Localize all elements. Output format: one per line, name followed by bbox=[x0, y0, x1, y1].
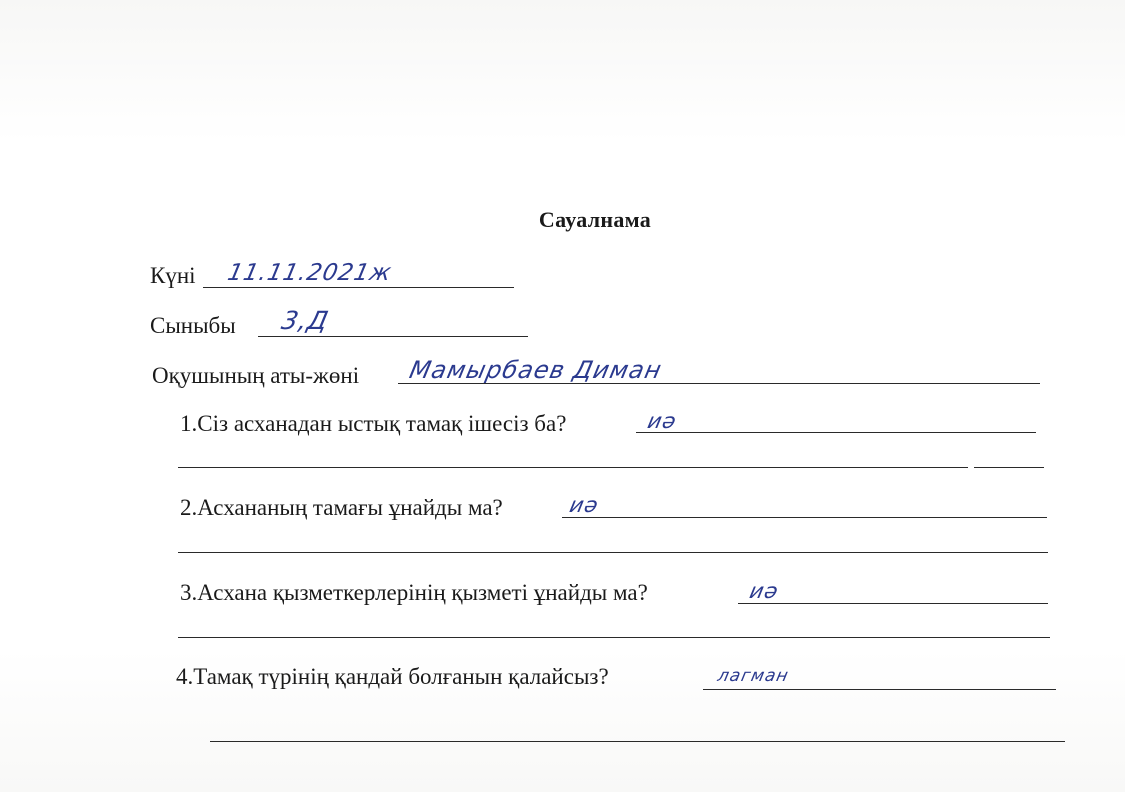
question-1-text: 1.Сіз асханадан ыстық тамақ ішесіз ба? bbox=[180, 411, 567, 436]
page-title: Сауалнама bbox=[538, 207, 652, 232]
question-1-extra-line bbox=[178, 467, 968, 468]
question-3-answer-line bbox=[738, 603, 1048, 604]
question-1-answer-line bbox=[636, 432, 1036, 433]
date-field[interactable]: 11.11.2021ж bbox=[225, 260, 395, 286]
date-label: Күні bbox=[150, 263, 196, 288]
question-2-answer[interactable]: иә bbox=[567, 493, 602, 517]
question-3-text: 3.Асхана қызметкерлерінің қызметі ұнайды ма? bbox=[180, 580, 648, 605]
question-3-extra-line bbox=[178, 637, 1050, 638]
class-label: Сыныбы bbox=[150, 313, 236, 338]
question-2-answer-line bbox=[562, 517, 1047, 518]
question-1-extra-line-tail bbox=[974, 467, 1044, 468]
question-3-answer[interactable]: иә bbox=[747, 579, 782, 603]
class-line bbox=[258, 336, 528, 337]
student-name-label: Оқушының аты-жөні bbox=[152, 363, 360, 388]
question-1-answer[interactable]: иә bbox=[645, 409, 680, 433]
question-4-answer[interactable]: лагман bbox=[715, 666, 791, 686]
question-2-text: 2.Асхананың тамағы ұнайды ма? bbox=[180, 495, 503, 520]
student-name-field[interactable]: Мамырбаев Диман bbox=[407, 356, 665, 384]
question-2-extra-line bbox=[178, 552, 1048, 553]
question-4-text: 4.Тамақ түрінің қандай болғанын қалайсыз? bbox=[176, 664, 609, 689]
question-4-extra-line bbox=[210, 741, 1065, 742]
class-field[interactable]: 3,Д bbox=[279, 306, 332, 335]
